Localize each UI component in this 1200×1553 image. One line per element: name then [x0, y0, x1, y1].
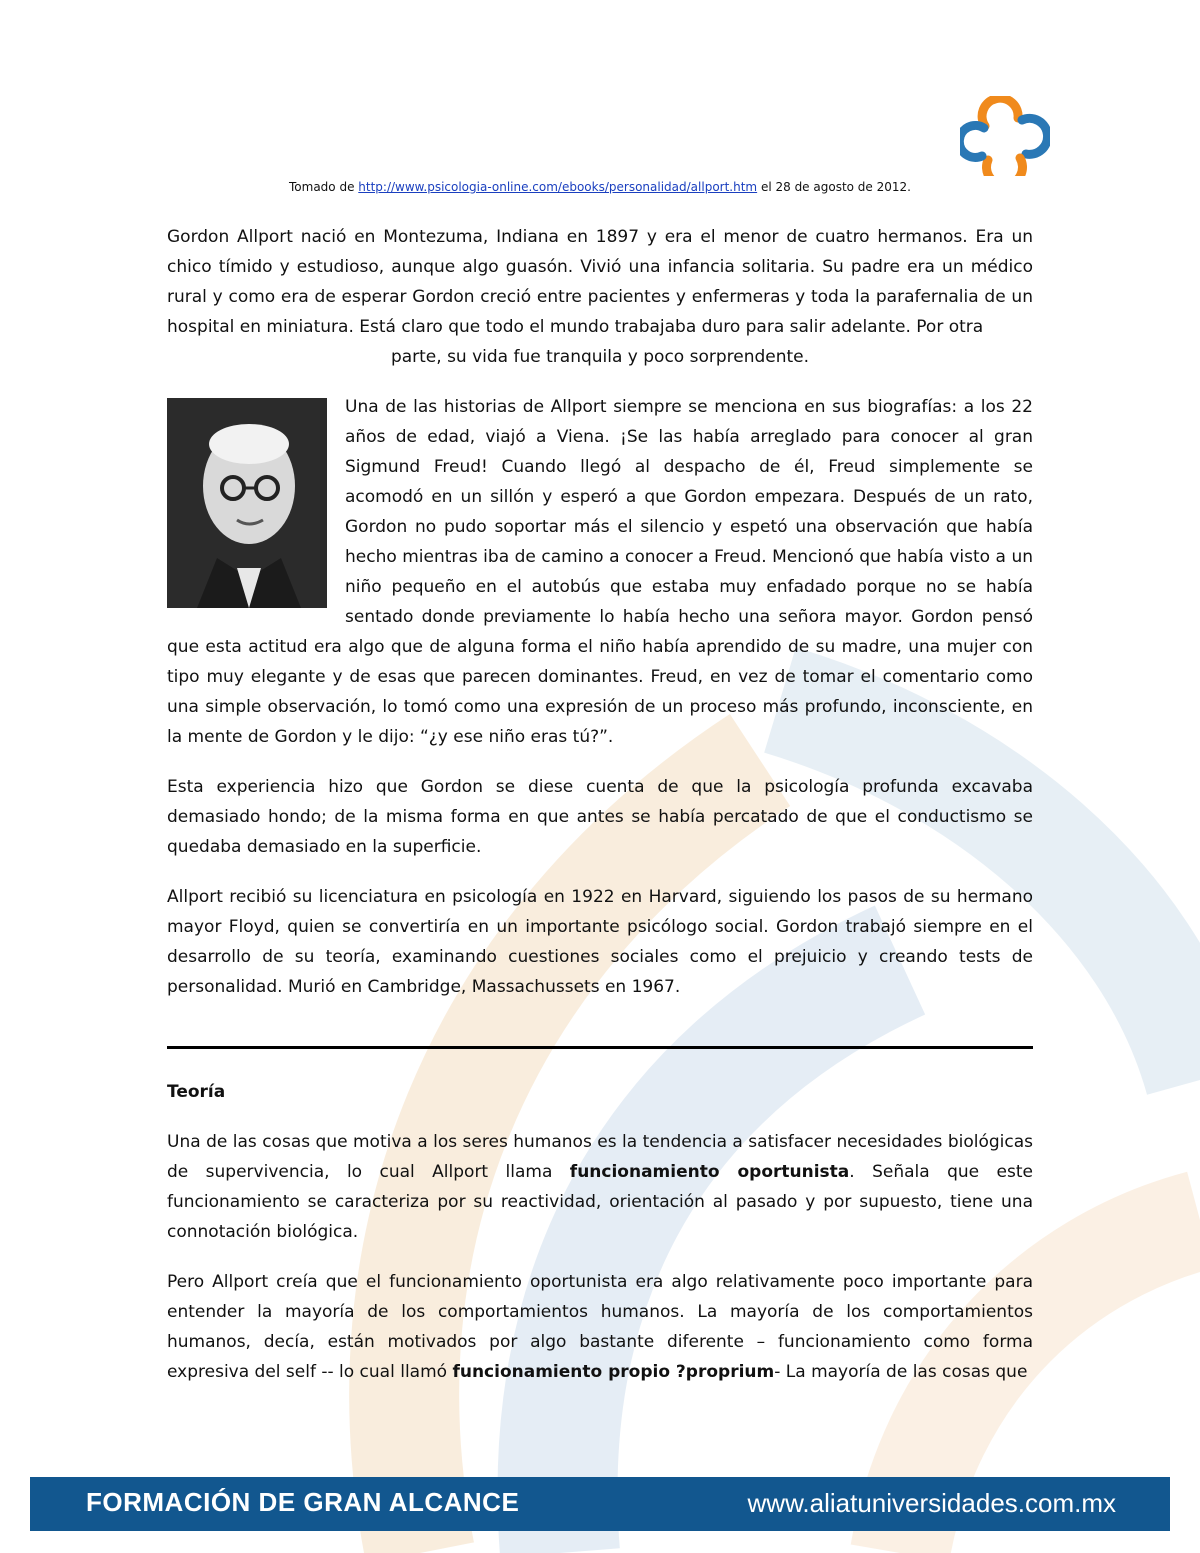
- p6-text-b: - La mayoría de las cosas que: [774, 1362, 1028, 1382]
- source-suffix: el 28 de agosto de 2012.: [760, 180, 911, 194]
- paragraph-biography-intro: Gordon Allport nació en Montezuma, Indiana en 1897 y era el menor de cuatro hermanos. Era un chico tímido y estudioso, aunque algo guasón. Vivió una infancia solitaria. Su padre era un médico rural y como era de esperar Gordon creció entre pacientes y enfermeras y toda la parafernalia de un hospital en miniatura. Está claro que todo el mundo trabajaba duro para salir adelante. Por otra: [167, 227, 1033, 337]
- p6-text-a: Pero Allport creía que el funcionamiento oportunista era algo relativamente poco importante para entender la mayoría de los comportamientos humanos. La mayoría de los comportamientos humanos, decía, están motivados por algo bastante diferente – funcionamiento como forma expresiva del self -- lo cual llamó: [167, 1272, 1033, 1382]
- section-divider: [167, 1046, 1033, 1049]
- source-citation: [0, 180, 1200, 194]
- paragraph-career: Allport recibió su licenciatura en psicología en 1922 en Harvard, siguiendo los pasos de su hermano mayor Floyd, quien se convertiría en un importante psicólogo social. Gordon trabajó siempre en el desarrollo de su teoría, examinando cuestiones sociales como el prejuicio y creando tests de personalidad. Murió en Cambridge, Massachussets en 1967.: [167, 887, 1033, 997]
- paragraph-depth-psychology: Esta experiencia hizo que Gordon se diese cuenta de que la psicología profunda excavaba demasiado hondo; de la misma forma en que antes se había percatado de que el conductismo se quedaba demasiado en la superficie.: [167, 777, 1033, 857]
- paragraph-freud-anecdote: Una de las historias de Allport siempre se menciona en sus biografías: a los 22 años de edad, viajó a Viena. ¡Se las había arreglado para conocer al gran Sigmund Freud! Cuando llegó al despacho de él, Freud simplemente se acomodó en un sillón y esperó a que Gordon empezara. Después de un rato, Gordon no pudo soportar más el silencio y espetó una observación que había hecho mientras iba de camino a conocer a Freud. Mencionó que había visto a un niño pequeño en el autobús que estaba muy enfadado porque no se había sentado donde previamente lo había hecho una señora mayor. Gordon pensó que esta actitud era algo que de alguna forma el niño había aprendido de su madre, una mujer con tipo muy elegante y de esas que parecen dominantes. Freud, en vez de tomar el comentario como una simple observación, lo tomó como una expresión de un proceso más profundo, inconsciente, en la mente de Gordon y le dijo: “¿y ese niño eras tú?”.: [167, 397, 1033, 747]
- footer-slogan: FORMACIÓN DE GRAN ALCANCE: [86, 1487, 520, 1517]
- p5-bold-term: funcionamiento oportunista: [569, 1162, 850, 1182]
- paragraph-biography-intro-end: parte, su vida fue tranquila y poco sorprendente.: [390, 347, 810, 367]
- source-link[interactable]: http://www.psicologia-online.com/ebooks/personalidad/allport.htm: [358, 180, 758, 194]
- footer-banner: [30, 1477, 1170, 1531]
- allport-portrait-image: [167, 398, 327, 608]
- paragraph-proprium: [167, 1267, 1033, 1387]
- p6-bold-term: funcionamiento propio ?proprium: [452, 1362, 775, 1382]
- p5-text-b: . Señala que este funcionamiento se caracteriza por su reactividad, orientación al pasado y por supuesto, tiene una connotación biológica.: [167, 1162, 1033, 1242]
- section-heading-teoria: Teoría: [167, 1082, 226, 1102]
- document-body: [167, 222, 1033, 1407]
- aliat-logo-icon: [960, 96, 1050, 176]
- paragraph-opportunistic-functioning: [167, 1127, 1033, 1247]
- p5-text-a: Una de las cosas que motiva a los seres humanos es la tendencia a satisfacer necesidades biológicas de supervivencia, lo cual Allport llama: [167, 1132, 1033, 1182]
- source-prefix: Tomado de: [289, 180, 355, 194]
- footer-website: www.aliatuniversidades.com.mx: [747, 1488, 1116, 1518]
